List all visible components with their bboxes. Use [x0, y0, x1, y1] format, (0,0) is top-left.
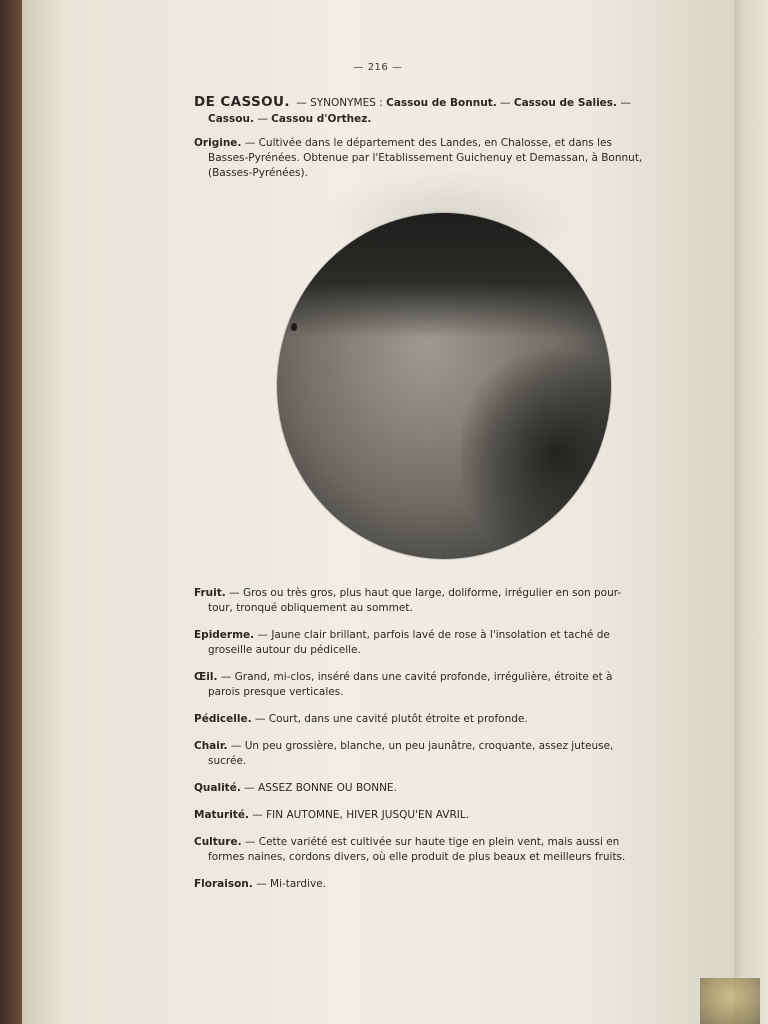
- entry-chair: Chair. — Un peu grossière, blanche, un peu jaunâtre, croquante, assez juteuse, sucrée.: [194, 740, 614, 767]
- entry-floraison: Floraison. — Mi-tardive.: [194, 878, 327, 890]
- separator: —: [620, 97, 631, 109]
- synonym: Cassou de Salies.: [513, 97, 618, 109]
- entry-qualite: Qualité. — ASSEZ BONNE OU BONNE.: [194, 782, 397, 794]
- description: [194, 586, 656, 904]
- apple-photograph: [277, 213, 611, 559]
- origin-label: Origine.: [194, 137, 242, 149]
- entry-oeil: Œil. — Grand, mi-clos, inséré dans une cavité profonde, irrégulière, étroite et à parois presque verticales.: [194, 671, 613, 698]
- entry-epiderme: Epiderme. — Jaune clair brillant, parfois lavé de rose à l'insolation et taché de groseille autour du pédicelle.: [194, 629, 610, 656]
- variety-name: DE CASSOU.: [194, 94, 290, 110]
- book-page: [22, 0, 734, 1024]
- origin-text: (Basses-Pyrénées).: [208, 167, 308, 179]
- entry-title: [194, 94, 654, 127]
- corner-thumbnail: [700, 978, 760, 1024]
- entry-culture: Culture. — Cette variété est cultivée sur haute tige en plein vent, mais aussi en formes naines, cordons divers, où elle produit de plus beaux et meilleurs fruits.: [194, 836, 626, 863]
- origin-text: — Cultivée dans le département des Landes, en Chalosse, et dans les: [244, 137, 612, 149]
- page-number: — 216 —: [353, 62, 403, 73]
- synonym: Cassou d'Orthez.: [271, 113, 372, 125]
- synonym: Cassou de Bonnut.: [386, 97, 497, 109]
- synonyms-label: — SYNONYMES :: [296, 97, 383, 109]
- synonym: Cassou.: [208, 113, 254, 125]
- origin-text: Basses-Pyrénées. Obtenue par l'Etablissement Guichenuy et Demassan, à Bonnut,: [208, 152, 643, 164]
- entry-maturite: Maturité. — FIN AUTOMNE, HIVER JUSQU'EN AVRIL.: [194, 809, 470, 821]
- separator: —: [257, 113, 268, 125]
- entry-fruit: Fruit. — Gros ou très gros, plus haut que large, doliforme, irrégulier en son pour- tour, tronqué obliquement au sommet.: [194, 587, 622, 614]
- separator: —: [500, 97, 511, 109]
- entry-pedicelle: Pédicelle. — Court, dans une cavité plutôt étroite et profonde.: [194, 713, 528, 725]
